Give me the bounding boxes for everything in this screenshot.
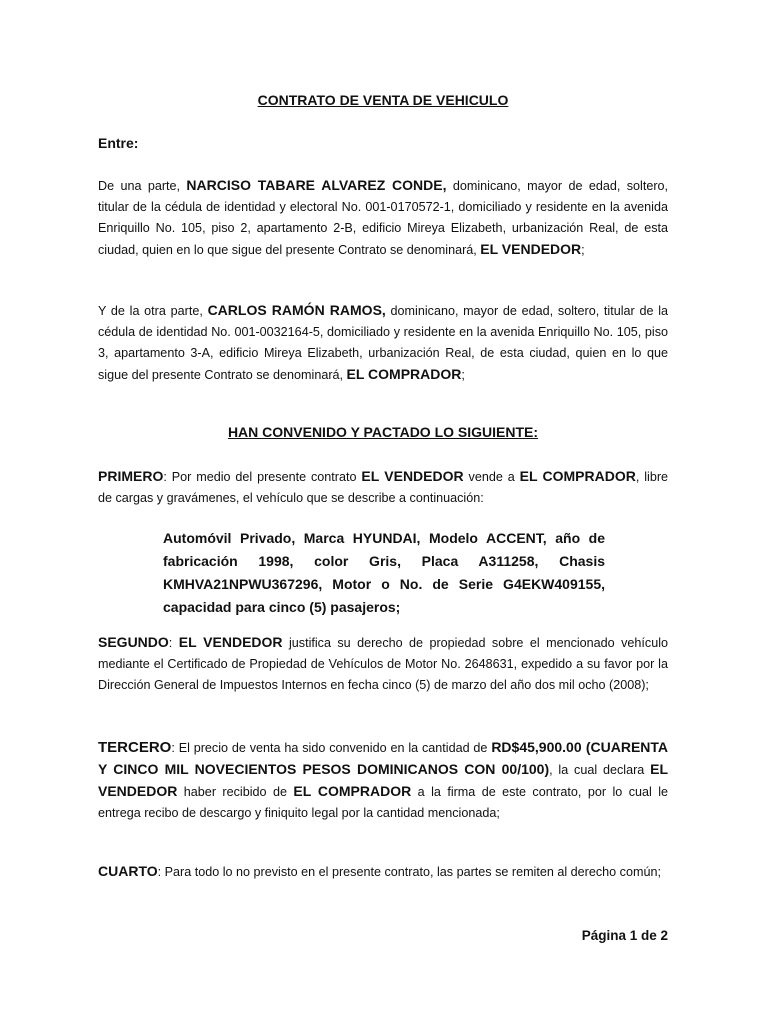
tercero-end: a la firma de este contrato, por lo cual le entrega recibo de descargo y finiquito legal por la cantidad mencionada; (98, 785, 669, 820)
entre-label: Entre: (98, 135, 139, 151)
vehicle-description: Automóvil Privado, Marca HYUNDAI, Modelo ACCENT, año de fabricación 1998, color Gris, Placa A311258, Chasis KMHVA21NPWU367296, Motor o No. de Serie G4EKW409155, capacidad para cinco (5) pasajeros; (163, 530, 605, 615)
tercero-mid1: , la cual declara (549, 763, 645, 777)
page-number: Página 1 de 2 (581, 928, 668, 943)
para2-end: ; (461, 368, 465, 382)
primero-buyer: EL COMPRADOR (519, 468, 636, 484)
document-title: CONTRATO DE VENTA DE VEHICULO (257, 92, 509, 108)
primero-colon: : Por medio del presente contrato (163, 470, 357, 484)
buyer-label: EL COMPRADOR (346, 366, 462, 382)
clause-segundo (98, 632, 668, 696)
clause-tercero (98, 737, 668, 824)
agreement-heading: HAN CONVENIDO Y PACTADO LO SIGUIENTE: (227, 424, 539, 440)
segundo-colon: : (168, 636, 173, 650)
tercero-mid2: haber recibido de (183, 785, 287, 799)
para2-body: dominicano, mayor de edad, soltero, titular de la cédula de identidad No. 001-0032164-5, domiciliado y residente en la avenida Enriquillo No. 105, piso 3, apartamento 3-A, edificio Mireya Elizabeth, urbanización Real, de esta ciudad, quien en lo que sigue del presente Contrato se denominará, (98, 304, 668, 382)
clause-primero (98, 466, 668, 509)
segundo-body: justifica su derecho de propiedad sobre el mencionado vehículo mediante el Certificado de Propiedad de Vehículos de Motor No. 2648631, expedido a su favor por la Dirección General de Impuestos Internos en fecha cinco (5) de marzo del año dos mil ocho (2008); (98, 636, 669, 692)
para1-body: dominicano, mayor de edad, soltero, titular de la cédula de identidad y electoral No. 001-0170572-1, domiciliado y residente en la avenida Enriquillo No. 105, piso 2, apartamento 2-B, edificio Mireya Elizabeth, urbanización Real, de esta ciudad, quien en lo que sigue del presente Contrato se denominará, (98, 179, 669, 257)
segundo-seller: EL VENDEDOR (178, 634, 283, 650)
para2-intro: Y de la otra parte, (98, 304, 203, 318)
para1-end: ; (581, 243, 585, 257)
segundo-label: SEGUNDO (98, 634, 169, 650)
tercero-buyer: EL COMPRADOR (293, 783, 412, 799)
primero-mid: vende a (468, 470, 515, 484)
seller-paragraph (98, 175, 668, 261)
primero-end: , libre de cargas y gravámenes, el vehículo que se describe a continuación: (98, 470, 669, 505)
tercero-seller: EL VENDEDOR (98, 761, 668, 799)
para1-intro: De una parte, (98, 179, 181, 193)
primero-seller: EL VENDEDOR (361, 468, 464, 484)
cuarto-label: CUARTO (98, 863, 158, 879)
seller-name: NARCISO TABARE ALVAREZ CONDE, (186, 177, 447, 193)
buyer-paragraph (98, 300, 668, 386)
buyer-name: CARLOS RAMÓN RAMOS, (207, 302, 386, 318)
cuarto-body: : Para todo lo no previsto en el presente contrato, las partes se remiten al derecho común; (157, 865, 661, 879)
clause-cuarto (98, 861, 668, 883)
primero-label: PRIMERO (98, 468, 164, 484)
tercero-label: TERCERO (98, 739, 172, 756)
tercero-colon: : El precio de venta ha sido convenido en la cantidad de (171, 741, 488, 755)
tercero-amount: RD$45,900.00 (CUARENTA Y CINCO MIL NOVECIENTOS PESOS DOMINICANOS CON 00/100) (98, 739, 669, 777)
seller-label: EL VENDEDOR (480, 241, 582, 257)
